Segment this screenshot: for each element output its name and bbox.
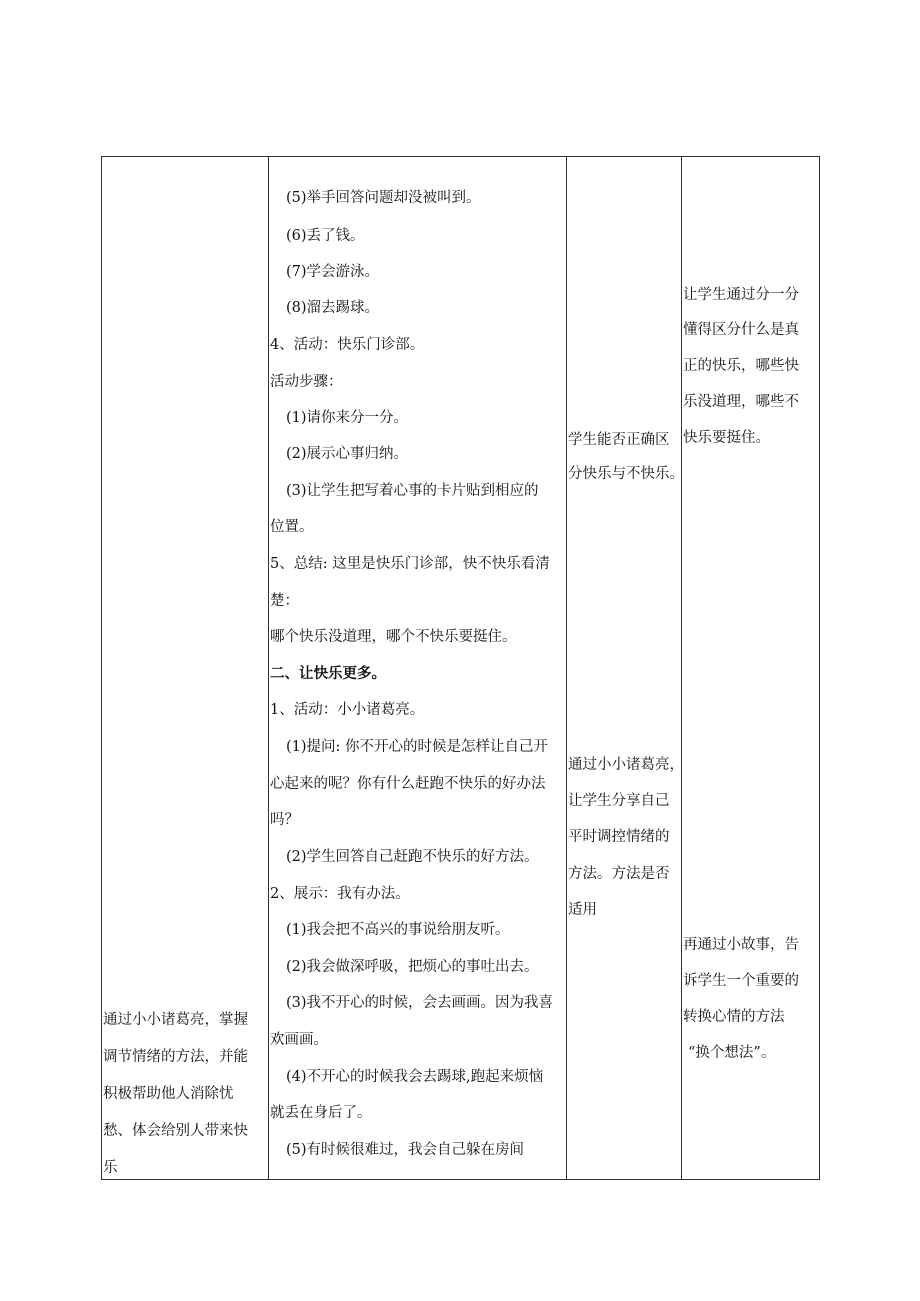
text-line: (4)不开心的时候我会去踢球,跑起来烦恼 (286, 1069, 544, 1085)
text-line: (7)学会游泳。 (286, 264, 380, 280)
text-line: 哪个快乐没道理，哪个不快乐要挺住。 (270, 629, 517, 645)
text-line: 楚： (270, 593, 299, 609)
text-line: 积极帮助他人消除忧 (103, 1086, 234, 1102)
text-line: 适用 (568, 902, 597, 918)
text-line: 活动步骤： (270, 374, 343, 390)
text-line: (2)学生回答自己赶跑不快乐的好方法。 (286, 849, 539, 865)
column-divider (566, 157, 567, 1179)
text-line: 正的快乐，哪些快 (683, 358, 799, 374)
text-line: (2)展示心事归纳。 (286, 446, 409, 462)
text-line: 快乐要挺住。 (683, 430, 770, 446)
text-line: (8)溜去踢球。 (286, 300, 380, 316)
text-line: 通过小小诸葛亮，掌握 (103, 1012, 248, 1028)
text-line: (3)让学生把写着心事的卡片贴到相应的 (286, 483, 539, 499)
text-line: 分快乐与不快乐。 (568, 466, 684, 482)
column-divider (681, 157, 682, 1179)
text-line: 乐 (103, 1160, 118, 1176)
text-line: (6)丢了钱。 (286, 228, 365, 244)
text-line: 转换心情的方法 (683, 1009, 785, 1025)
text-line: (1)请你来分一分。 (286, 410, 409, 426)
text-line: 心起来的呢？你有什么赶跑不快乐的好办法 (270, 776, 546, 792)
text-line: 让学生分享自己 (568, 793, 670, 809)
text-line: 欢画画。 (270, 1032, 328, 1048)
text-line: (1)我会把不高兴的事说给朋友听。 (286, 922, 510, 938)
column-divider (268, 157, 269, 1179)
text-line: (5)举手回答问题却没被叫到。 (286, 190, 481, 206)
text-line: (3)我不开心的时候，会去画画。因为我喜 (286, 995, 554, 1011)
text-line: 位置。 (270, 519, 314, 535)
text-line: 方法。方法是否 (568, 866, 670, 882)
text-line: (5)有时候很难过，我会自己躲在房间 (286, 1142, 525, 1158)
text-line: 平时调控情绪的 (568, 829, 670, 845)
text-line: 调节情绪的方法，并能 (103, 1049, 248, 1065)
text-line: 让学生通过分一分 (683, 287, 799, 303)
text-line: 4、活动：快乐门诊部。 (270, 337, 425, 353)
text-line: 愁、体会给别人带来快 (103, 1123, 248, 1139)
text-line: 再通过小故事，告 (683, 937, 799, 953)
text-line: 5、总结: 这里是快乐门诊部，快不快乐看清 (270, 556, 550, 572)
section-heading: 二、让快乐更多。 (270, 666, 386, 682)
text-line: 1、活动：小小诸葛亮。 (270, 702, 425, 718)
text-line: “换个想法”。 (688, 1045, 776, 1061)
text-line: 通过小小诸葛亮， (568, 757, 684, 773)
text-line: 就丢在身后了。 (270, 1105, 372, 1121)
text-line: 吗？ (270, 812, 299, 828)
text-line: 乐没道理，哪些不 (683, 394, 799, 410)
text-line: (1)提问: 你不开心的时候是怎样让自己开 (286, 739, 549, 755)
text-line: (2)我会做深呼吸，把烦心的事吐出去。 (286, 959, 539, 975)
text-line: 2、展示：我有办法。 (270, 886, 410, 902)
text-line: 诉学生一个重要的 (683, 973, 799, 989)
text-line: 学生能否正确区 (568, 432, 670, 448)
text-line: 懂得区分什么是真 (683, 322, 799, 338)
